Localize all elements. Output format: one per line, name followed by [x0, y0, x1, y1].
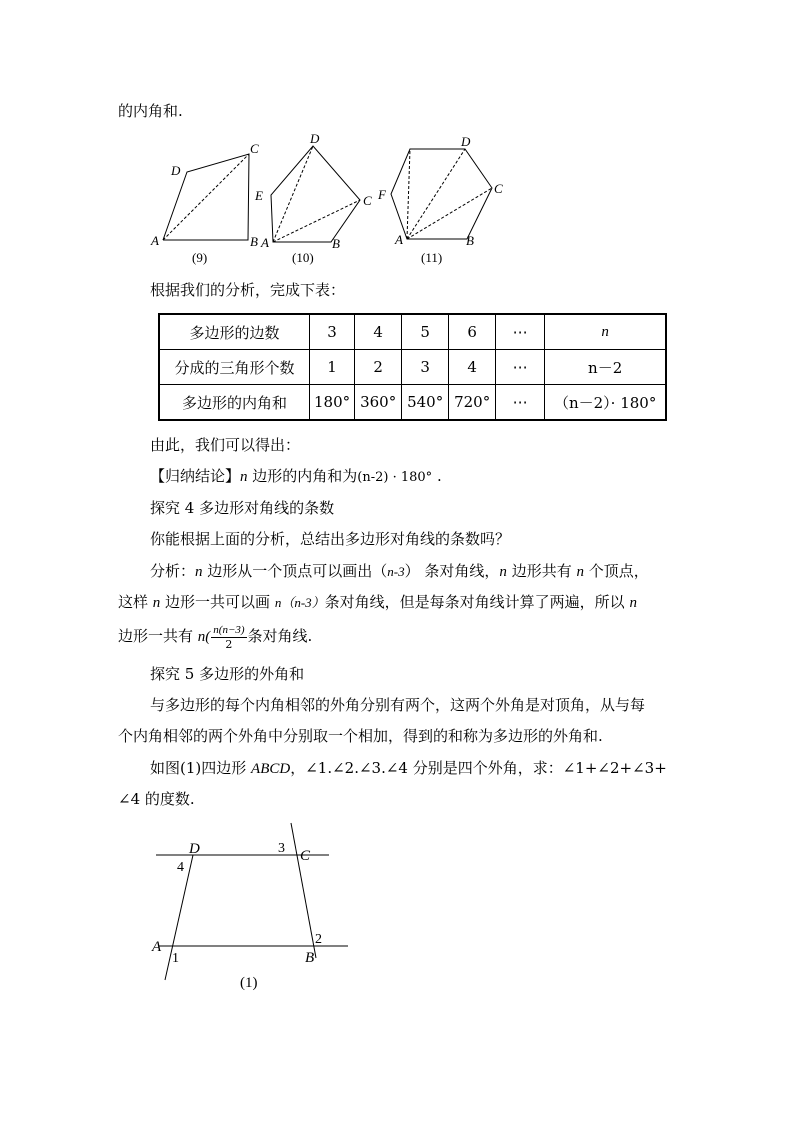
analysis-expr: n（n-3）	[274, 595, 325, 610]
var-n: n	[629, 595, 637, 611]
fig9-label-D: D	[171, 163, 181, 178]
fig11-caption: (11)	[421, 250, 443, 265]
paragraph-text: 如图(1)四边形	[150, 759, 252, 777]
fig10-label-C: C	[363, 193, 372, 208]
question-4: 你能根据上面的分析，总结出多边形对角线的条数吗？	[150, 530, 511, 548]
analysis-text: 分析：	[150, 562, 196, 580]
fig1-caption: (1)	[240, 975, 258, 991]
table-cell: 1	[310, 350, 355, 385]
fig11-label-D: D	[461, 134, 471, 149]
fig10-caption: (10)	[292, 250, 314, 265]
conclusion-formula: (n-2) · 180°	[357, 470, 433, 485]
fig9-caption: (9)	[192, 250, 208, 265]
table-cell: （n－2）· 180°	[545, 385, 667, 421]
paragraph-text: ，∠1.∠2.∠3.∠4 分别是四个外角，求：∠1+∠2+∠3+	[290, 759, 667, 777]
table-cell: 2	[355, 350, 402, 385]
analysis-text: 条对角线.	[247, 627, 313, 645]
analysis-line-2	[118, 592, 637, 613]
figure-11-hexagon	[391, 149, 492, 239]
fig10-label-A: A	[261, 235, 269, 250]
table-cell: 3	[402, 350, 449, 385]
figure-10-pentagon	[271, 146, 360, 242]
fig9-label-C: C	[250, 141, 259, 156]
paragraph-6-line-1	[150, 758, 667, 779]
trapezoid-figure	[145, 820, 365, 995]
table-cell: 3	[310, 314, 355, 350]
conclusion-text: 边形的内角和为	[247, 467, 358, 485]
fig1-angle-2: 2	[315, 932, 322, 947]
polygon-figures	[140, 128, 520, 270]
var-n: n	[195, 564, 203, 580]
quad-name: ABCD	[251, 761, 291, 777]
fig1-label-C: C	[300, 848, 311, 864]
fig1-label-B: B	[305, 950, 315, 966]
fraction	[211, 624, 246, 651]
analysis-line-3	[118, 622, 312, 651]
analysis-line-1	[150, 561, 649, 582]
var-n: n	[576, 564, 584, 580]
table-intro: 根据我们的分析，完成下表：	[150, 281, 346, 299]
table-cell: 分成的三角形个数	[159, 350, 310, 385]
fig10-label-E: E	[255, 188, 263, 203]
fraction-denominator: 2	[225, 637, 233, 651]
paragraph-6-line-2: ∠4 的度数.	[118, 790, 195, 808]
table-cell: ⋯	[496, 385, 545, 421]
explore-4-heading: 探究 4 多边形对角线的条数	[150, 499, 335, 517]
analysis-text: 边形共有	[506, 562, 577, 580]
table-row	[159, 350, 666, 385]
paragraph-5-line-2: 个内角相邻的两个外角中分别取一个相加，得到的和称为多边形的外角和.	[118, 727, 603, 745]
fig1-label-A: A	[152, 939, 162, 955]
fig10-label-D: D	[310, 131, 320, 146]
analysis-text: 边形一共可以画	[160, 593, 275, 611]
fig1-angle-3: 3	[278, 841, 285, 856]
fig9-label-B: B	[250, 234, 258, 249]
var-n: n	[152, 595, 161, 611]
table-cell: 多边形的边数	[159, 314, 310, 350]
fig1-label-D: D	[189, 841, 200, 857]
table-cell: 多边形的内角和	[159, 385, 310, 421]
paragraph-5-line-1: 与多边形的每个内角相邻的外角分别有两个，这两个外角是对顶角，从与每	[150, 696, 646, 714]
table-cell: n－2	[545, 350, 667, 385]
table-row	[159, 314, 666, 350]
fig1-angle-1: 1	[172, 951, 179, 966]
fig11-label-B: B	[466, 233, 474, 248]
analysis-text: 边形一共有	[118, 627, 198, 645]
fig10-label-B: B	[332, 236, 340, 251]
table-cell: 360°	[355, 385, 402, 421]
fig1-angle-4: 4	[177, 860, 184, 875]
table-cell: ⋯	[496, 314, 545, 350]
conclusion-tail: .	[432, 467, 442, 485]
analysis-text: 边形从一个顶点可以画出（	[202, 562, 388, 580]
polygon-table	[158, 313, 667, 421]
var-n: n	[240, 469, 248, 485]
table-cell: 6	[449, 314, 496, 350]
line-bc-extended	[291, 823, 316, 958]
table-cell: 4	[449, 350, 496, 385]
fraction-numerator: n(n−3)	[213, 623, 245, 636]
table-cell: ⋯	[496, 350, 545, 385]
table-cell: 4	[355, 314, 402, 350]
conclusion-lead: 由此，我们可以得出：	[150, 436, 301, 454]
fig11-label-A: A	[395, 232, 403, 247]
var-n: n	[499, 564, 507, 580]
table-row	[159, 385, 666, 421]
analysis-expr: n-3	[387, 564, 405, 579]
explore-5-heading: 探究 5 多边形的外角和	[150, 665, 305, 683]
var-n: n(	[197, 629, 211, 645]
table-cell: n	[545, 314, 667, 350]
analysis-text: ） 条对角线，	[404, 562, 500, 580]
fig11-label-C: C	[494, 181, 503, 196]
analysis-text: 条对角线，但是每条对角线计算了两遍，所以	[324, 593, 630, 611]
fig11-label-F: F	[378, 187, 386, 202]
fig9-label-A: A	[151, 233, 159, 248]
intro-text: 的内角和.	[118, 102, 183, 120]
conclusion-bracket: 【归纳结论】	[150, 467, 241, 485]
analysis-text: 个顶点，	[583, 562, 649, 580]
table-cell: 720°	[449, 385, 496, 421]
table-cell: 5	[402, 314, 449, 350]
conclusion-line	[150, 466, 442, 488]
table-cell: 540°	[402, 385, 449, 421]
table-cell: 180°	[310, 385, 355, 421]
analysis-text: 这样	[118, 593, 153, 611]
